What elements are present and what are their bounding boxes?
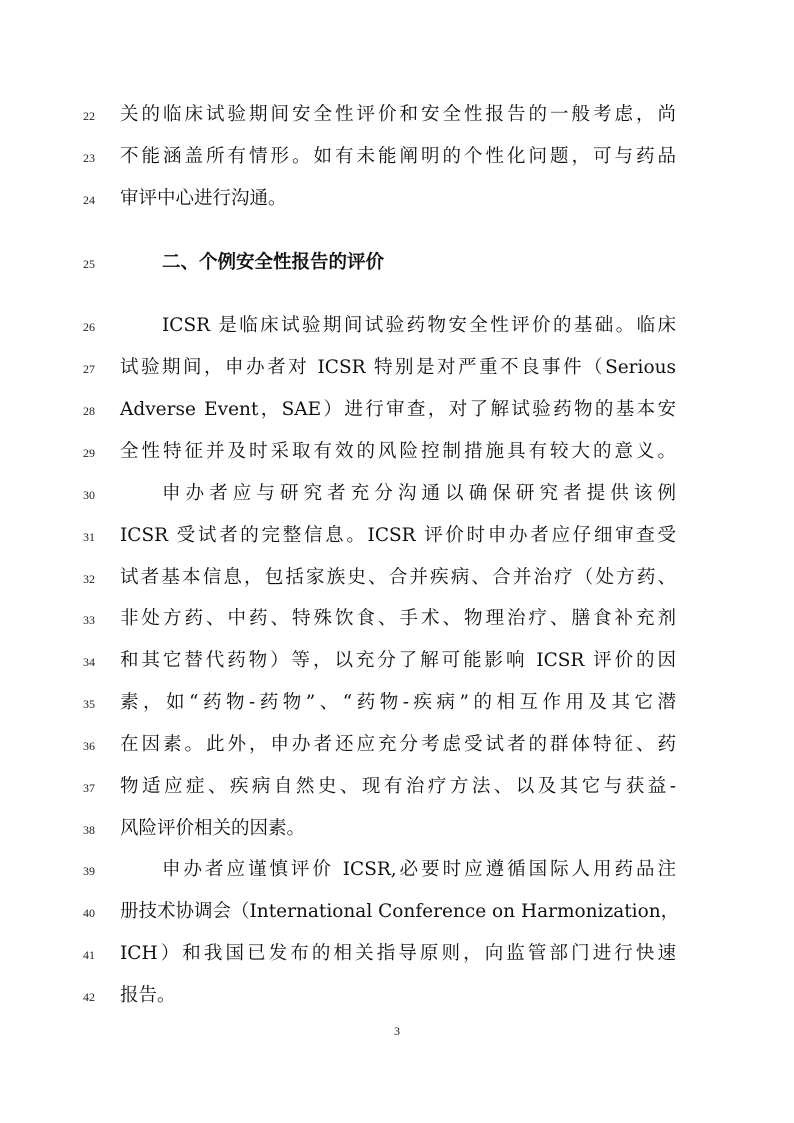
line-text: 关的临床试验期间安全性评价和安全性报告的一般考虑，尚 xyxy=(120,104,676,125)
line-number: 40 xyxy=(83,906,95,920)
line-number: 30 xyxy=(83,488,95,502)
line-number: 27 xyxy=(83,362,95,376)
line-text: 不能涵盖所有情形。如有未能阐明的个性化问题，可与药品 xyxy=(120,146,676,167)
text-line xyxy=(0,894,794,936)
line-text: 风险评价相关的因素。 xyxy=(120,818,306,839)
line-text: 非处方药、中药、特殊饮食、手术、物理治疗、膳食补充剂 xyxy=(120,608,676,629)
text-line xyxy=(0,811,794,853)
text-line xyxy=(0,852,794,894)
section-heading: 二、个例安全性报告的评价 xyxy=(162,252,385,273)
text-line xyxy=(0,769,794,811)
line-number: 33 xyxy=(83,613,95,627)
page-number: 3 xyxy=(394,1024,400,1038)
line-number: 42 xyxy=(83,990,95,1004)
text-line xyxy=(0,601,794,643)
line-text: 全性特征并及时采取有效的风险控制措施具有较大的意义。 xyxy=(120,441,676,462)
line-number: 26 xyxy=(83,320,95,334)
line-text: ICSR 是临床试验期间试验药物安全性评价的基础。临床 xyxy=(162,315,676,336)
text-line xyxy=(0,434,794,476)
line-number: 24 xyxy=(83,193,95,207)
line-number: 39 xyxy=(83,864,95,878)
text-line xyxy=(0,392,794,434)
line-text: 试者基本信息，包括家族史、合并疾病、合并治疗（处方药、 xyxy=(120,567,676,588)
line-number: 23 xyxy=(83,151,95,165)
line-text: 试验期间，申办者对 ICSR 特别是对严重不良事件（Serious xyxy=(120,357,676,378)
text-line xyxy=(0,97,794,139)
line-number: 37 xyxy=(83,781,95,795)
text-line xyxy=(0,643,794,685)
text-line xyxy=(0,727,794,769)
line-number: 36 xyxy=(83,739,95,753)
line-number: 34 xyxy=(83,655,95,669)
line-number: 41 xyxy=(83,948,95,962)
line-number: 22 xyxy=(83,109,95,123)
line-text: 和其它替代药物）等，以充分了解可能影响 ICSR 评价的因 xyxy=(120,650,676,671)
text-line xyxy=(0,139,794,181)
line-number: 31 xyxy=(83,530,95,544)
line-text: 申办者应谨慎评价 ICSR,必要时应遵循国际人用药品注 xyxy=(162,859,676,880)
line-number: 25 xyxy=(83,257,95,271)
text-line xyxy=(0,350,794,392)
line-number: 38 xyxy=(83,823,95,837)
line-text: 审评中心进行沟通。 xyxy=(120,188,287,209)
line-text: 申办者应与研究者充分沟通以确保研究者提供该例 xyxy=(162,483,676,504)
line-text: ICSR 受试者的完整信息。ICSR 评价时申办者应仔细审查受 xyxy=(120,525,676,546)
text-line xyxy=(0,936,794,978)
text-line xyxy=(0,518,794,560)
line-text: 物适应症、疾病自然史、现有治疗方法、以及其它与获益- xyxy=(120,776,676,797)
line-text: 在因素。此外，申办者还应充分考虑受试者的群体特征、药 xyxy=(120,734,676,755)
text-line xyxy=(0,476,794,518)
text-line xyxy=(0,181,794,223)
section-heading-line xyxy=(0,245,794,287)
line-number: 29 xyxy=(83,446,95,460)
line-number: 28 xyxy=(83,404,95,418)
text-line xyxy=(0,560,794,602)
line-number: 35 xyxy=(83,697,95,711)
line-text: ICH）和我国已发布的相关指导原则，向监管部门进行快速 xyxy=(120,943,676,964)
text-line xyxy=(0,978,794,1020)
line-text: 素，如“药物-药物”、“药物-疾病”的相互作用及其它潜 xyxy=(120,692,676,713)
text-line xyxy=(0,685,794,727)
line-text: 册技术协调会（International Conference on Harmonization， xyxy=(120,901,680,922)
line-text: Adverse Event，SAE）进行审查，对了解试验药物的基本安 xyxy=(120,399,676,420)
text-line xyxy=(0,308,794,350)
line-text: 报告。 xyxy=(120,985,176,1006)
line-number: 32 xyxy=(83,572,95,586)
